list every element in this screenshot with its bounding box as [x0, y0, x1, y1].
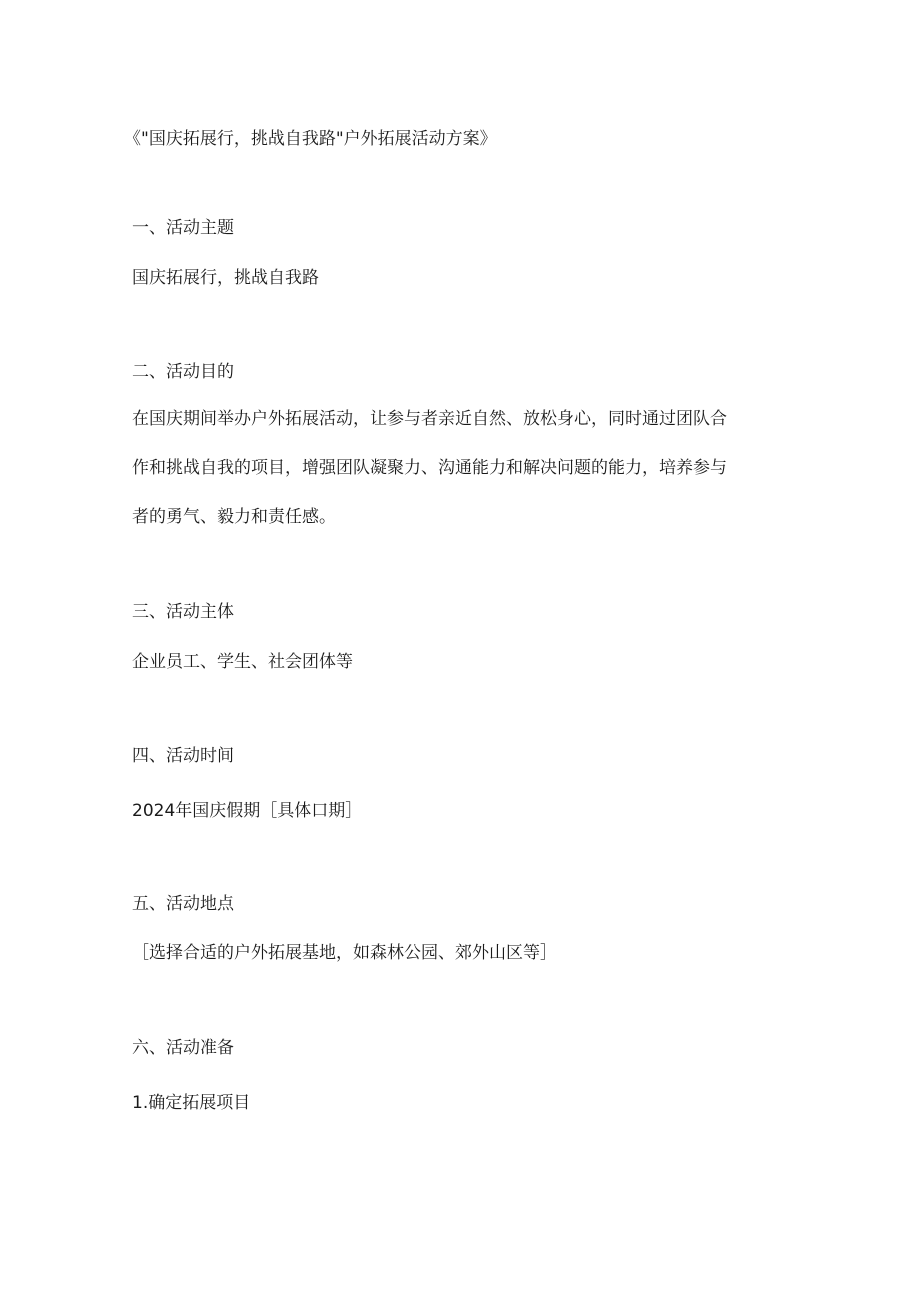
section-heading-participants: 三、活动主体: [132, 602, 234, 622]
section-heading-preparation: 六、活动准备: [132, 1038, 234, 1058]
section-heading-location: 五、活动地点: [132, 894, 234, 914]
section-text-purpose-line-3: 者的勇气、毅力和责任感。: [132, 507, 336, 527]
section-text-time: 2024年国庆假期［具体口期］: [132, 801, 363, 821]
section-text-purpose-line-2: 作和挑战自我的项目，增强团队凝聚力、沟通能力和解决问题的能力，培养参与: [132, 458, 727, 478]
section-heading-purpose: 二、活动目的: [132, 362, 234, 382]
section-text-participants: 企业员工、学生、社会团体等: [132, 652, 353, 672]
section-text-preparation-item-1: 1.确定拓展项目: [132, 1093, 251, 1113]
section-text-location: ［选择合适的户外拓展基地，如森林公园、郊外山区等］: [132, 943, 557, 963]
section-heading-time: 四、活动时间: [132, 746, 234, 766]
section-heading-theme: 一、活动主题: [132, 218, 234, 238]
section-text-theme: 国庆拓展行，挑战自我路: [132, 268, 319, 288]
document-title: 《"国庆拓展行，挑战自我路"户外拓展活动方案》: [124, 129, 497, 149]
section-text-purpose-line-1: 在国庆期间举办户外拓展活动，让参与者亲近自然、放松身心，同时通过团队合: [132, 409, 727, 429]
